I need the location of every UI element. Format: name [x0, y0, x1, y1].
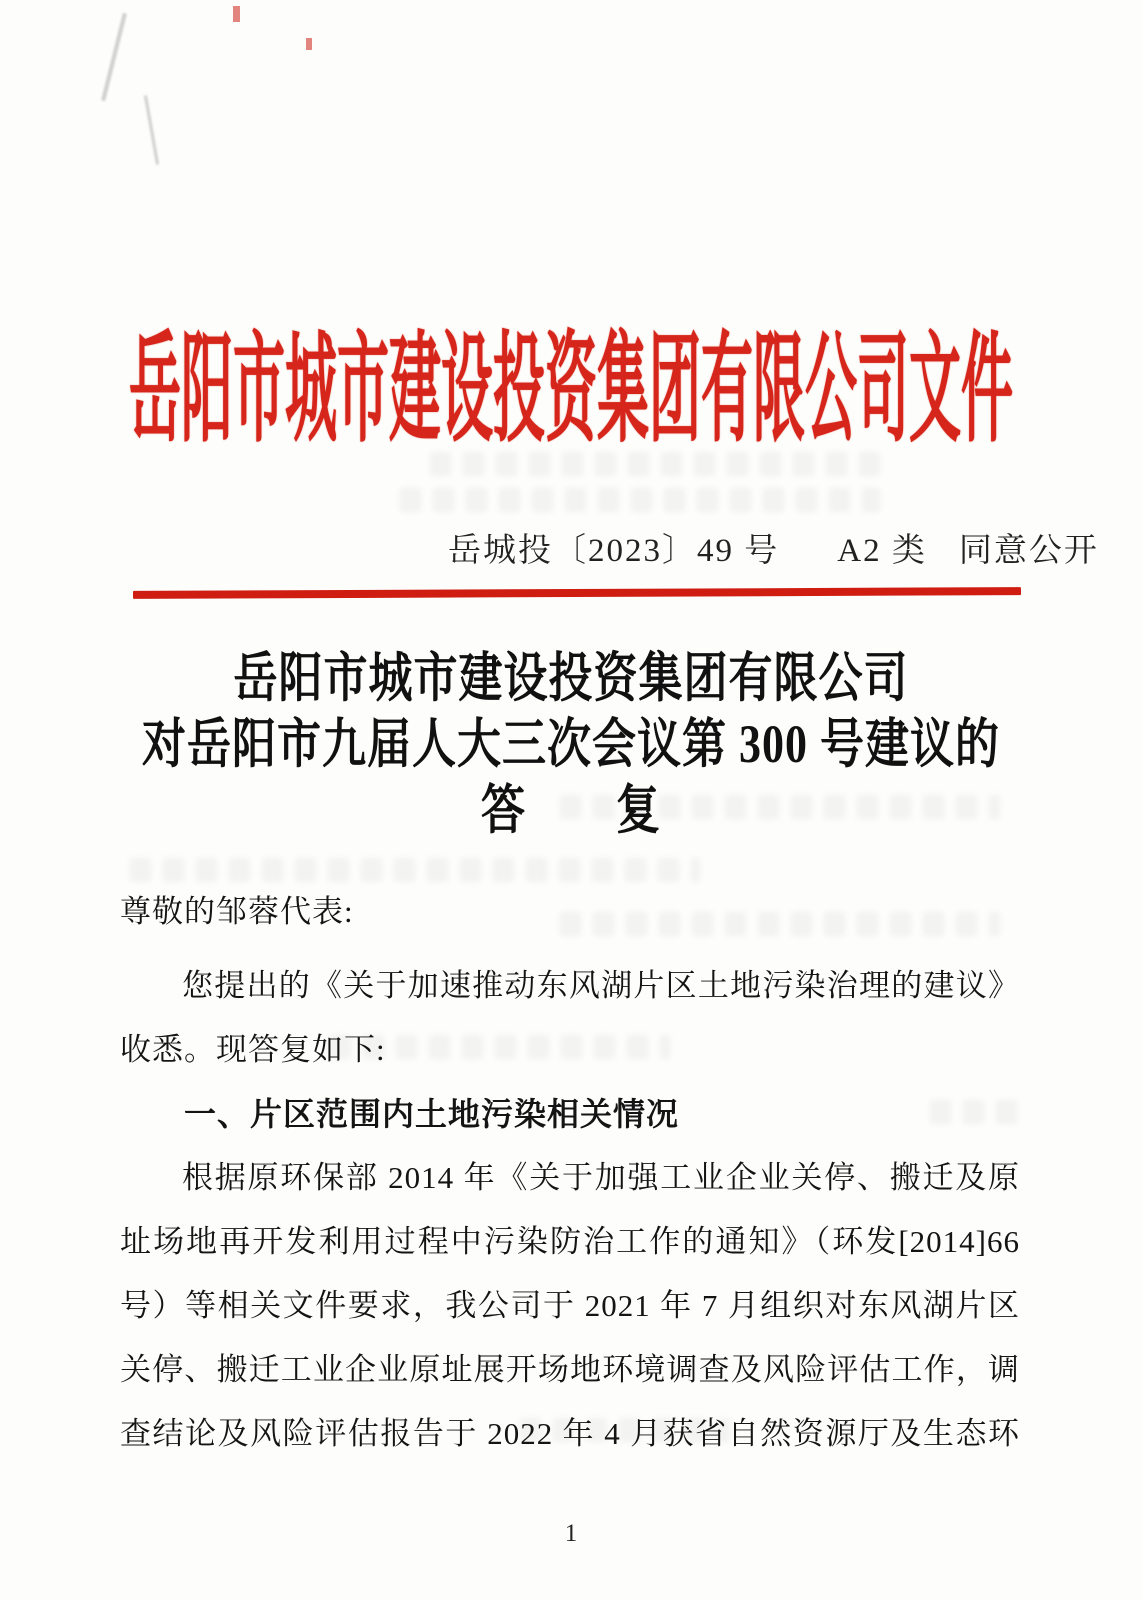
scan-speck — [233, 6, 240, 22]
body-line: 址场地再开发利用过程中污染防治工作的通知》（环发[2014]66 — [120, 1224, 1020, 1259]
body-line: 号）等相关文件要求，我公司于 2021 年 7 月组织对东风湖片区 — [120, 1288, 1020, 1323]
salutation-line: 尊敬的邹蓉代表: — [120, 894, 354, 929]
scan-speck — [306, 38, 312, 50]
document-body — [120, 880, 1020, 1466]
letterhead-title — [0, 292, 1142, 458]
letterhead-title-text: 岳阳市城市建设投资集团有限公司文件 — [128, 326, 1013, 458]
document-publicity: 同意公开 — [958, 533, 1099, 569]
document-title-line2: 对岳阳市九届人大三次会议第 300 号建议的 — [142, 714, 1000, 775]
body-line: 您提出的《关于加速推动东风湖片区土地污染治理的建议》 — [182, 968, 1020, 1003]
red-divider-rule — [133, 587, 1021, 599]
body-line: 收悉。现答复如下: — [120, 1032, 386, 1067]
body-line: 关停、搬迁工业企业原址展开场地环境调查及风险评估工作，调 — [120, 1352, 1020, 1387]
document-title — [0, 646, 1142, 844]
scan-speck — [101, 13, 127, 101]
scan-speck — [144, 95, 159, 164]
body-line: 查结论及风险评估报告于 2022 年 4 月获省自然资源厅及生态环 — [120, 1416, 1020, 1451]
body-line: 根据原环保部 2014 年《关于加强工业企业关停、搬迁及原 — [182, 1160, 1020, 1195]
page-number: 1 — [564, 1520, 578, 1547]
document-title-line1: 岳阳市城市建设投资集团有限公司 — [233, 648, 909, 709]
section-heading: 一、片区范围内土地污染相关情况 — [184, 1096, 680, 1132]
document-meta-line — [448, 524, 1099, 571]
document-category: A2 类 — [837, 533, 927, 569]
document-number: 岳城投〔2023〕49 号 — [448, 533, 780, 569]
document-title-line3: 答 复 — [481, 780, 661, 841]
bleed-through-artifact — [130, 858, 700, 882]
bleed-through-artifact — [400, 488, 880, 512]
